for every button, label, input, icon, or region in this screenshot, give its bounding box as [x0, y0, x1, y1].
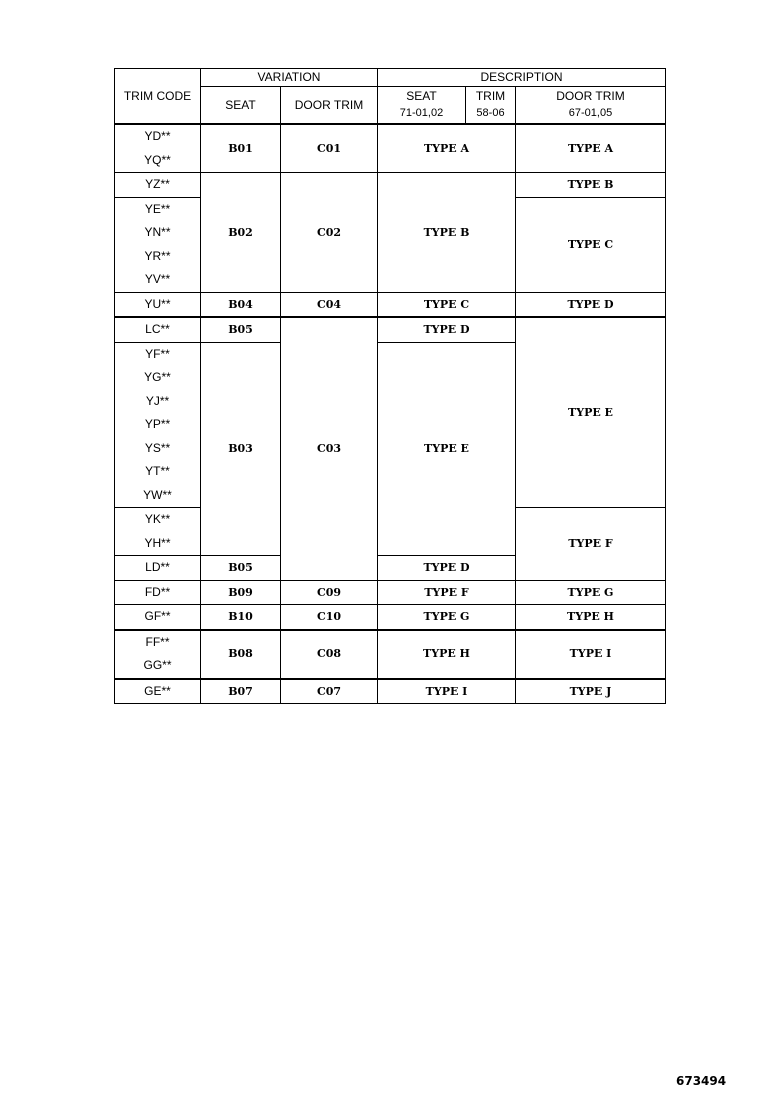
seat-cell: B08 [201, 630, 281, 679]
desc-trim-label: TRIM [475, 89, 506, 103]
door-trim-cell: C07 [281, 679, 378, 704]
seat-cell: B01 [201, 124, 281, 173]
desc-seat-cell: TYPE H [378, 630, 516, 679]
trim-code: YF** [145, 346, 170, 361]
desc-seat-cell: TYPE D [378, 317, 516, 342]
trim-code-cell: GF** [115, 605, 201, 630]
trim-code-cell: YU** [115, 292, 201, 317]
door-trim-cell: C04 [281, 292, 378, 317]
trim-code: YN** [144, 225, 171, 239]
trim-code: FF** [145, 634, 170, 649]
desc-trim-code: 58-06 [476, 107, 505, 119]
trim-code: YG** [144, 370, 171, 384]
seat-cell: B02 [201, 173, 281, 293]
trim-code-table [114, 68, 666, 704]
trim-code-cell [115, 508, 201, 556]
seat-cell: B07 [201, 679, 281, 704]
trim-code: YT** [145, 464, 170, 478]
trim-code: GG** [143, 658, 172, 672]
desc-door-cell: TYPE E [516, 317, 666, 508]
trim-code-cell: LD** [115, 556, 201, 581]
trim-code-cell: LC** [115, 317, 201, 342]
description-header: DESCRIPTION [378, 69, 666, 87]
trim-code: YQ** [144, 152, 171, 167]
desc-seat-cell: TYPE C [378, 292, 516, 317]
trim-code-cell [115, 630, 201, 679]
seat-cell: B04 [201, 292, 281, 317]
door-trim-cell: C03 [281, 317, 378, 580]
desc-seat-cell: TYPE D [378, 556, 516, 581]
desc-seat-cell: TYPE B [378, 173, 516, 293]
variation-header: VARIATION [201, 69, 378, 87]
desc-door-trim-code: 67-01,05 [568, 107, 613, 119]
desc-door-cell: TYPE D [516, 292, 666, 317]
door-trim-cell: C02 [281, 173, 378, 293]
trim-code-cell [115, 342, 201, 508]
desc-door-cell: TYPE B [516, 173, 666, 198]
desc-seat-cell: TYPE F [378, 580, 516, 605]
seat-cell: B10 [201, 605, 281, 630]
trim-code: YR** [144, 248, 171, 263]
door-trim-header: DOOR TRIM [281, 87, 378, 125]
desc-seat-cell: TYPE A [378, 124, 516, 173]
trim-code-cell: FD** [115, 580, 201, 605]
trim-code: YV** [144, 272, 171, 286]
door-trim-cell: C08 [281, 630, 378, 679]
trim-code-cell: YZ** [115, 173, 201, 198]
desc-seat-cell: TYPE E [378, 342, 516, 556]
trim-code: YS** [144, 440, 171, 455]
desc-door-cell: TYPE I [516, 630, 666, 679]
desc-seat-label: SEAT [406, 89, 437, 103]
desc-door-trim-header [516, 87, 666, 125]
seat-cell: B09 [201, 580, 281, 605]
desc-seat-cell: TYPE G [378, 605, 516, 630]
desc-door-cell: TYPE C [516, 197, 666, 292]
trim-code-header: TRIM CODE [115, 69, 201, 125]
trim-code-cell [115, 197, 201, 292]
desc-door-cell: TYPE H [516, 605, 666, 630]
door-trim-cell: C01 [281, 124, 378, 173]
trim-code: YP** [144, 417, 171, 431]
desc-door-cell: TYPE F [516, 508, 666, 581]
trim-code-cell [115, 124, 201, 173]
trim-code: YE** [144, 201, 171, 216]
trim-code: YK** [144, 512, 171, 526]
trim-code-cell: GE** [115, 679, 201, 704]
seat-cell: B05 [201, 317, 281, 342]
document-number: 673494 [676, 1074, 727, 1088]
desc-door-cell: TYPE G [516, 580, 666, 605]
seat-header: SEAT [201, 87, 281, 125]
trim-code: YH** [144, 535, 171, 550]
door-trim-cell: C09 [281, 580, 378, 605]
desc-seat-code: 71-01,02 [399, 107, 444, 119]
desc-door-cell: TYPE A [516, 124, 666, 173]
desc-door-cell: TYPE J [516, 679, 666, 704]
trim-code: YJ** [145, 393, 170, 408]
desc-seat-header [378, 87, 466, 125]
desc-door-trim-label: DOOR TRIM [556, 89, 625, 103]
seat-cell: B05 [201, 556, 281, 581]
seat-cell: B03 [201, 342, 281, 556]
trim-code: YW** [143, 487, 172, 502]
desc-seat-cell: TYPE I [378, 679, 516, 704]
door-trim-cell: C10 [281, 605, 378, 630]
trim-code: YD** [144, 129, 171, 143]
desc-trim-header [466, 87, 516, 125]
